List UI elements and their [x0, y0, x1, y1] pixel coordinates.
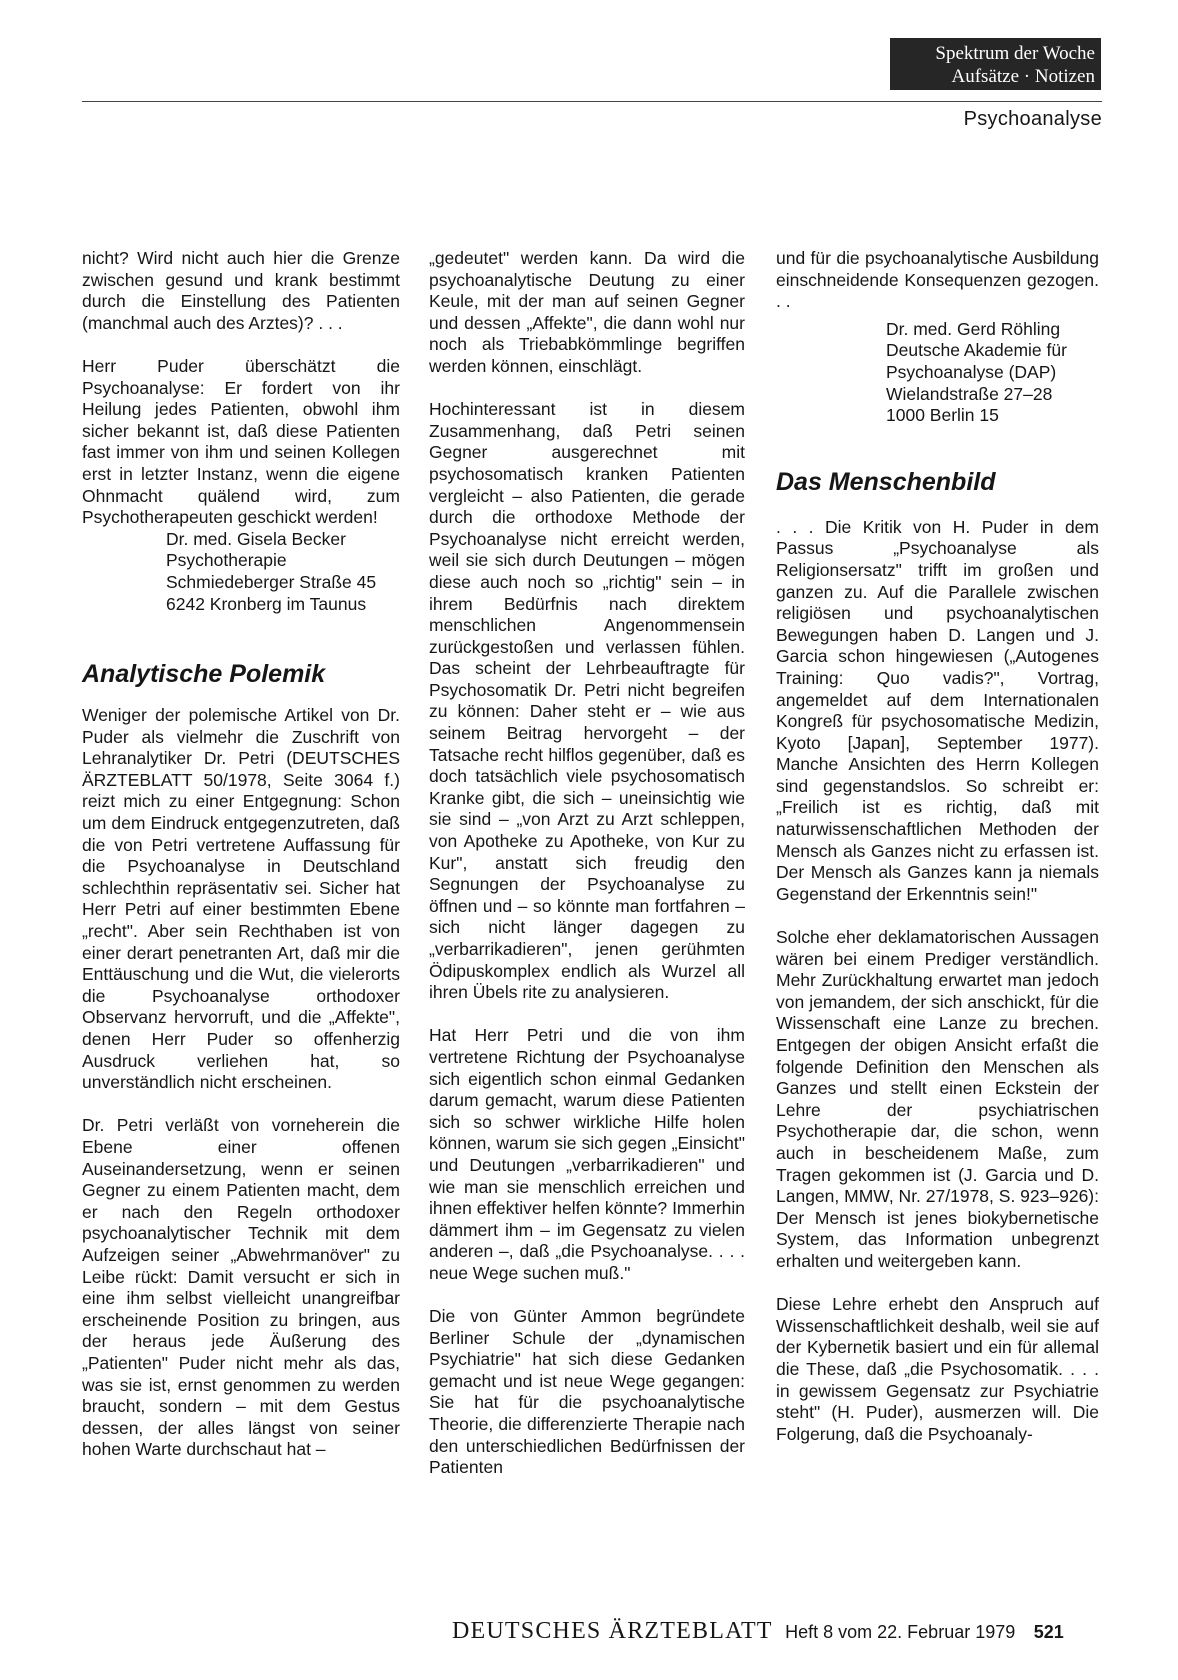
- signature-line: Dr. med. Gerd Röhling: [886, 318, 1061, 339]
- paragraph: Dr. Petri verläßt von vorneherein die Ebene einer offenen Auseinandersetzung, wenn er seinen Gegner zu einem Patienten macht, dem er nach den Regeln orthodoxer psychoanalytischer Technik mit dem Aufzeigen seiner „Abwehrmanöver" zu Leibe rückt: Damit versucht er sich in eine ihm selbst vielleicht unangreifbar erscheinende Position zu bringen, aus der heraus jede Äußerung des „Patienten" Puder nicht mehr als das, was sie ist, ernst genommen zu werden braucht, sondern – mit dem Gestus dessen, der alles längst von seiner hohen Warte durchschaut hat –: [82, 1115, 400, 1460]
- column-2: [429, 248, 745, 1479]
- paragraph: . . . Die Kritik von H. Puder in dem Passus „Psychoanalyse als Religionsersatz" trifft im großen und ganzen zu. Auf die Parallele zwischen religiösen und psychoanalytischen Bewegungen haben D. Langen und J. Garcia schon hingewiesen („Autogenes Training: Quo vadis?", Vortrag, angemeldet auf dem Internationalen Kongreß für psychosomatische Medizin, Kyoto [Japan], September 1977). Manche Ansichten des Herrn Kollegen sind gegenstandslos. So schreibt er: „Freilich ist es richtig, daß mit naturwissenschaftlichen Methoden der Mensch als Ganzes nicht zu erfassen ist. Der Mensch als Ganzes kann ja niemals Gegenstand der Erkenntnis sein!": [776, 516, 1099, 904]
- paragraph: Die von Günter Ammon begründete Berliner Schule der „dynamischen Psychiatrie" hat sich diese Gedanken gemacht und ist neue Wege gegangen: Sie hat für die psychoanalytische Theorie, die differenzierte Therapie nach den unterschiedlichen Bedürfnissen der Patienten: [429, 1306, 745, 1478]
- heading-analytische-polemik: Analytische Polemik: [82, 660, 326, 689]
- signature-line: 6242 Kronberg im Taunus: [166, 593, 367, 614]
- paragraph: Diese Lehre erhebt den Anspruch auf Wissenschaftlichkeit deshalb, weil sie auf der Kybernetik basiert und ein für allemal die These, daß „die Psychosomatik. . . . in gewissem Gegensatz zur Psychiatrie steht" (H. Puder), ausmerzen will. Die Folgerung, daß die Psychoanaly-: [776, 1294, 1099, 1444]
- signature-roehling: [776, 319, 1099, 427]
- section-banner: [890, 38, 1101, 90]
- section-label: Psychoanalyse: [963, 108, 1102, 130]
- header-rule: [82, 101, 1102, 102]
- banner-line-1: Spektrum der Woche: [935, 43, 1095, 64]
- column-1: [82, 248, 400, 1461]
- column-3: [776, 248, 1099, 1445]
- page-footer: [452, 1618, 1064, 1645]
- heading-das-menschenbild: Das Menschenbild: [776, 467, 996, 496]
- signature-line: Schmiedeberger Straße 45: [166, 571, 377, 592]
- signature-becker: [82, 529, 400, 615]
- footer-magazine: DEUTSCHES ÄRZTEBLATT: [452, 1618, 773, 1644]
- paragraph: Hat Herr Petri und die von ihm vertretene Richtung der Psychoanalyse sich eigentlich schon einmal Gedanken darum gemacht, warum diese Patienten sich so schwer wirkliche Hilfe holen können, warum sie sich gegen „Einsicht" und Deutungen „verbarrikadieren" und wie man sie menschlich erreichen und ihnen effektiver helfen könnte? Immerhin dämmert ihm – im Gegensatz zu vielen anderen –, daß „die Psychoanalyse. . . . neue Wege suchen muß.": [429, 1025, 745, 1283]
- signature-line: Wielandstraße 27–28: [886, 383, 1053, 404]
- paragraph: „gedeutet" werden kann. Da wird die psychoanalytische Deutung zu einer Keule, mit der man auf seinen Gegner und dessen „Affekte", die dann wohl nur noch als Triebabkömmlinge begriffen werden können, einschlägt.: [429, 248, 745, 376]
- signature-line: Dr. med. Gisela Becker: [166, 528, 346, 549]
- signature-line: 1000 Berlin 15: [886, 405, 999, 426]
- footer-issue: Heft 8 vom 22. Februar 1979: [785, 1622, 1016, 1642]
- signature-line: Psychotherapie: [166, 550, 287, 571]
- paragraph: Solche eher deklamatorischen Aussagen wären bei einem Prediger verständlich. Mehr Zurückhaltung erwartet man jedoch von jemandem, der sich anschickt, für die Wissenschaft eine Lanze zu brechen. Entgegen der obigen Ansicht erfaßt die folgende Definition den Menschen als Ganzes und stellt einen Eckstein der Lehre der psychiatrischen Psychotherapie dar, die schon, wenn auch in bescheidenem Maße, zum Tragen gekommen ist (J. Garcia und D. Langen, MMW, Nr. 27/1978, S. 923–926): Der Mensch ist jenes biokybernetische System, das Information unbegrenzt erhalten und weitergeben kann.: [776, 927, 1099, 1271]
- page-number: 521: [1033, 1622, 1064, 1642]
- paragraph: Hochinteressant ist in diesem Zusammenhang, daß Petri seinen Gegner ausgerechnet mit psychosomatisch kranken Patienten vergleicht – also Patienten, die gerade durch die orthodoxe Methode der Psychoanalyse nicht erreicht werden, weil sie sich durch Deutungen – mögen diese auch noch so „richtig" sein – in ihrem Bedürfnis nach direktem menschlichen Angenommensein zurückgestoßen und verlassen fühlen. Das scheint der Lehrbeauftragte für Psychosomatik Dr. Petri nicht begreifen zu können: Daher steht er – wie aus seinem Beitrag hervorgeht – der Tatsache recht hilflos gegenüber, daß es doch tatsächlich viele psychosomatisch Kranke gibt, die sich – uneinsichtig wie sie sind – „von Arzt zu Arzt schleppen, von Apotheke zu Apotheke, von Kur zu Kur", anstatt sich freudig den Segnungen der Psychoanalyse zu öffnen und – so könnte man fortfahren – sich nicht länger dagegen zu „verbarrikadieren", jenen gerühmten Ödipuskomplex endlich als Wurzel all ihren Übels rite zu analysieren.: [429, 399, 745, 1003]
- banner-line-2: Aufsätze · Notizen: [951, 66, 1095, 87]
- paragraph: und für die psychoanalytische Ausbildung einschneidende Konsequenzen gezogen. . .: [776, 248, 1099, 312]
- paragraph: nicht? Wird nicht auch hier die Grenze zwischen gesund und krank bestimmt durch die Einstellung des Patienten (manchmal auch des Arztes)? . . .: [82, 248, 400, 333]
- paragraph: Herr Puder überschätzt die Psychoanalyse: Er fordert von ihr Heilung jedes Patienten, obwohl ihm sicher bekannt ist, daß diese Patienten fast immer von ihm und seinen Kollegen erst in letzter Instanz, wenn die eigene Ohnmacht quälend wird, zum Psychotherapeuten geschickt werden!: [82, 355, 400, 528]
- signature-line: Psychoanalyse (DAP): [886, 361, 1057, 382]
- signature-line: Deutsche Akademie für: [886, 340, 1067, 361]
- paragraph: Weniger der polemische Artikel von Dr. Puder als vielmehr die Zuschrift von Lehranalytiker Dr. Petri (DEUTSCHES ÄRZTEBLATT 50/1978, Seite 3064 f.) reizt mich zu einer Entgegnung: Schon um dem Eindruck entgegenzutreten, daß die von Petri vertretene Auffassung für die Psychoanalyse in Deutschland schlechthin repräsentativ sei. Sicher hat Herr Petri auf einer bestimmten Ebene „recht". Aber sein Rechthaben ist von einer derart penetranten Art, daß mir die Enttäuschung und die Wut, die vielerorts die Psychoanalyse orthodoxer Observanz hervorruft, und die „Affekte", denen Herr Puder so offenherzig Ausdruck verliehen hat, so unverständlich nicht erscheinen.: [82, 705, 400, 1093]
